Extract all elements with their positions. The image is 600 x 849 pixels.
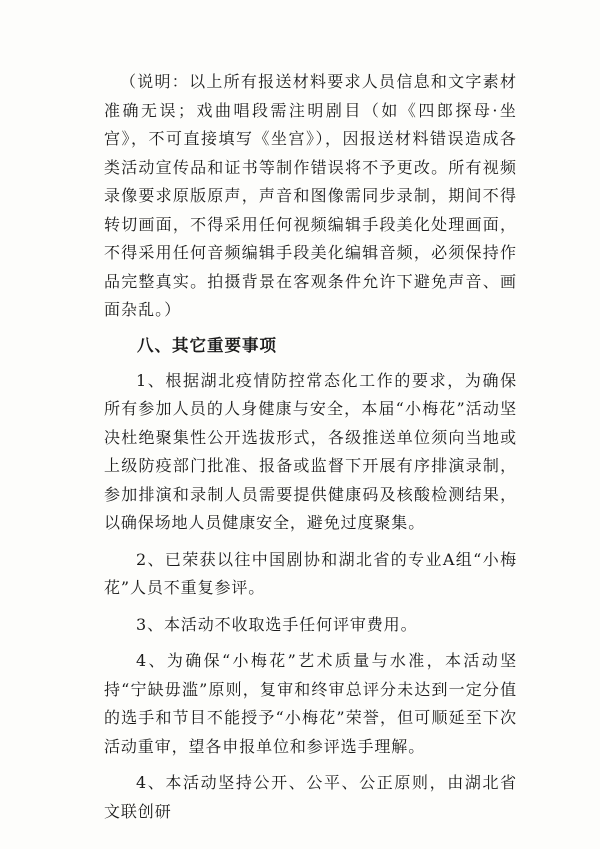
item-1-paragraph: 1、根据湖北疫情防控常态化工作的要求，为确保所有参加人员的人身健康与安全，本届“小梅花”活动坚决杜绝聚集性公开选拔形式，各级推送单位须向当地或上级防疫部门批准、报备或监督下开展有序排演录制，参加排演和录制人员需要提供健康码及核酸检测结果，以确保场地人员健康安全，避免过度聚集。 bbox=[104, 370, 517, 532]
note-paragraph: （说明：以上所有报送材料要求人员信息和文字素材准确无误；戏曲唱段需注明剧目（如《四郎探母·坐宫》，不可直接填写《坐宫》），因报送材料错误造成各类活动宣传品和证书等制作错误将不予更改。所有视频录像要求原版原声，声音和图像需同步录制，期间不得转切画面，不得采用任何视频编辑手段美化处理画面，不得采用任何音频编辑手段美化编辑音频，必须保持作品完整真实。拍摄背景在客观条件允许下避免声音、画面杂乱。） bbox=[104, 72, 517, 319]
document-body bbox=[104, 68, 517, 826]
item-4-paragraph: 4、为确保“小梅花”艺术质量与水准，本活动坚持“宁缺毋滥”原则，复审和终审总评分未达到一定分值的选手和节目不能授予“小梅花”荣誉，但可顺延至下次活动重审，望各申报单位和参评选手理解。 bbox=[104, 651, 517, 756]
paragraph-gap bbox=[104, 639, 517, 647]
paragraph-gap bbox=[104, 603, 517, 611]
paragraph-gap bbox=[104, 761, 517, 769]
item-5-paragraph: 4、本活动坚持公开、公平、公正原则，由湖北省文联创研 bbox=[104, 773, 517, 821]
paragraph-gap bbox=[104, 538, 517, 546]
item-3-paragraph: 3、本活动不收取选手任何评审费用。 bbox=[136, 614, 418, 634]
item-2-paragraph: 2、已荣获以往中国剧协和湖北省的专业A组“小梅花”人员不重复参评。 bbox=[104, 549, 517, 597]
section-heading: 八、其它重要事项 bbox=[137, 335, 277, 355]
